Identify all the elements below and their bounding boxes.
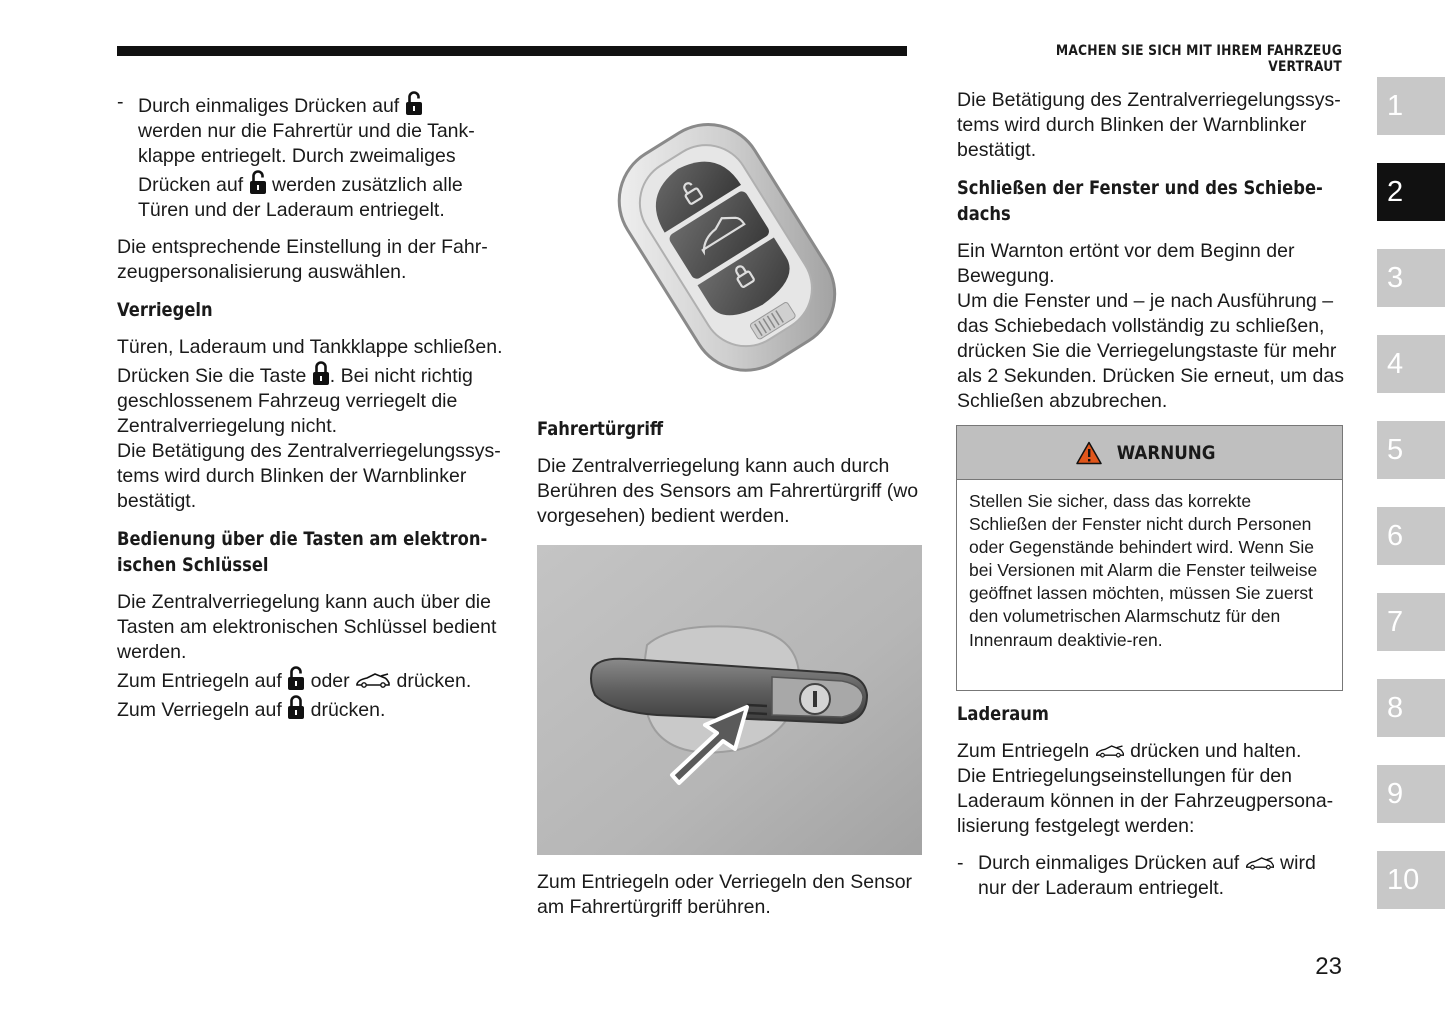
- paragraph: [117, 360, 507, 439]
- bullet-dash: -: [117, 91, 124, 113]
- text: Durch einmaliges Drücken auf: [978, 852, 1240, 874]
- text: klappe entriegelt. Durch zweimaliges: [138, 145, 456, 167]
- text: drücken.: [310, 699, 386, 721]
- column-left: [117, 90, 507, 723]
- paragraph: Die entsprechende Einstellung in der Fahr-zeugpersonalisierung auswählen.: [117, 236, 488, 283]
- tab-chapter-2[interactable]: 2: [1377, 163, 1445, 221]
- photo-caption: Zum Entriegeln oder Verriegeln den Sensor am Fahrertürgriff berühren.: [537, 871, 913, 918]
- page-number: 23: [1315, 953, 1342, 980]
- unlock-icon: [287, 665, 305, 691]
- text: Drücken auf: [138, 174, 244, 196]
- paragraph: Ein Warnton ertönt vor dem Beginn der Bewegung.: [957, 240, 1295, 287]
- trunk-icon: [1245, 856, 1275, 870]
- paragraph: [957, 739, 1347, 764]
- heading-key-buttons-2: ischen Schlüssel: [117, 554, 269, 576]
- paragraph: [117, 665, 507, 694]
- text: Zum Verriegeln auf: [117, 699, 282, 721]
- trunk-icon: [355, 672, 391, 688]
- paragraph: Die Entriegelungseinstellungen für den Laderaum können in der Fahrzeugpersona-lisierung festgelegt werden:: [957, 765, 1334, 837]
- heading-windows: Schließen der Fenster und des Schiebe-: [957, 177, 1323, 199]
- section-title: MACHEN SIE SICH MIT IHREM FAHRZEUG VERTRAUT: [1055, 43, 1342, 75]
- heading-fahrertuergriff: Fahrertürgriff: [537, 418, 664, 440]
- trunk-icon: [1095, 744, 1125, 758]
- tab-chapter-8[interactable]: 8: [1377, 679, 1445, 737]
- header-rule: [117, 46, 907, 56]
- door-handle-photo: [537, 545, 922, 855]
- bullet-dash: -: [957, 852, 964, 874]
- warning-triangle-icon: [1076, 441, 1102, 465]
- text: . Bei nicht richtig geschlossenem Fahrzeug verriegelt die Zentralverriegelung nicht.: [117, 365, 473, 437]
- tab-chapter-10[interactable]: 10: [1377, 851, 1445, 909]
- paragraph: Die Betätigung des Zentralverriegelungssys-tems wird durch Blinken der Warnblinker bestätigt.: [957, 89, 1341, 161]
- unlock-icon: [249, 169, 267, 195]
- paragraph: Die Zentralverriegelung kann auch über die Tasten am elektronischen Schlüssel bedient werden.: [117, 591, 497, 663]
- warning-box: [956, 425, 1343, 691]
- paragraph: Die Betätigung des Zentralverriegelungssys-tems wird durch Blinken der Warnblinker bestätigt.: [117, 440, 501, 512]
- paragraph: Türen, Laderaum und Tankklappe schließen.: [117, 336, 503, 358]
- warning-header: [957, 426, 1342, 480]
- lock-icon: [287, 694, 305, 720]
- text: Zum Entriegeln auf: [117, 670, 282, 692]
- column-right: [957, 88, 1347, 414]
- tab-chapter-5[interactable]: 5: [1377, 421, 1445, 479]
- tab-chapter-7[interactable]: 7: [1377, 593, 1445, 651]
- heading-verriegeln: Verriegeln: [117, 299, 213, 321]
- heading-windows-2: dachs: [957, 203, 1011, 225]
- text: Durch einmaliges Drücken auf: [138, 95, 400, 117]
- warning-text: Stellen Sie sicher, dass das korrekte Schließen der Fenster nicht durch Personen oder Gegenstände behindert wird. Wenn Sie bei Versionen mit Alarm die Fenster teilweise geöffnet lassen möchten, müssen Sie zuerst den volumetrischen Alarmschutz für den Innenraum deaktivie-ren.: [969, 491, 1318, 650]
- text: werden zusätzlich alle: [271, 174, 463, 196]
- bullet-item: [957, 851, 1347, 901]
- paragraph: [117, 694, 507, 723]
- lock-icon: [312, 360, 330, 386]
- unlock-icon: [405, 90, 423, 116]
- paragraph: Die Zentralverriegelung kann auch durch Berühren des Sensors am Fahrertürgriff (wo vorgesehen) bedient werden.: [537, 455, 919, 527]
- tab-chapter-4[interactable]: 4: [1377, 335, 1445, 393]
- text: Türen und der Laderaum entriegelt.: [138, 199, 445, 221]
- text: Drücken Sie die Taste: [117, 365, 307, 387]
- heading-laderaum: Laderaum: [957, 703, 1049, 725]
- heading-key-buttons: Bedienung über die Tasten am elektron-: [117, 528, 488, 550]
- text: werden nur die Fahrertür und die Tank-: [138, 120, 475, 142]
- text: wird nur der Laderaum entriegelt.: [978, 852, 1316, 899]
- paragraph: Um die Fenster und – je nach Ausführung – das Schiebedach vollständig zu schließen, drücken Sie die Verriegelungstaste für mehr als 2 Sekunden. Drücken Sie erneut, um das Schließen abzubrechen.: [957, 290, 1344, 412]
- text: drücken und halten.: [1130, 740, 1302, 762]
- text: oder: [310, 670, 350, 692]
- tab-chapter-3[interactable]: 3: [1377, 249, 1445, 307]
- bullet-item: [117, 90, 507, 223]
- warning-title: WARNUNG: [1117, 441, 1216, 464]
- text: Zum Entriegeln: [957, 740, 1090, 762]
- tab-chapter-1[interactable]: 1: [1377, 77, 1445, 135]
- key-fob-illustration: [590, 108, 860, 383]
- tab-chapter-9[interactable]: 9: [1377, 765, 1445, 823]
- text: drücken.: [396, 670, 472, 692]
- column-middle: [537, 416, 927, 529]
- tab-chapter-6[interactable]: 6: [1377, 507, 1445, 565]
- column-right-lower: [957, 701, 1347, 901]
